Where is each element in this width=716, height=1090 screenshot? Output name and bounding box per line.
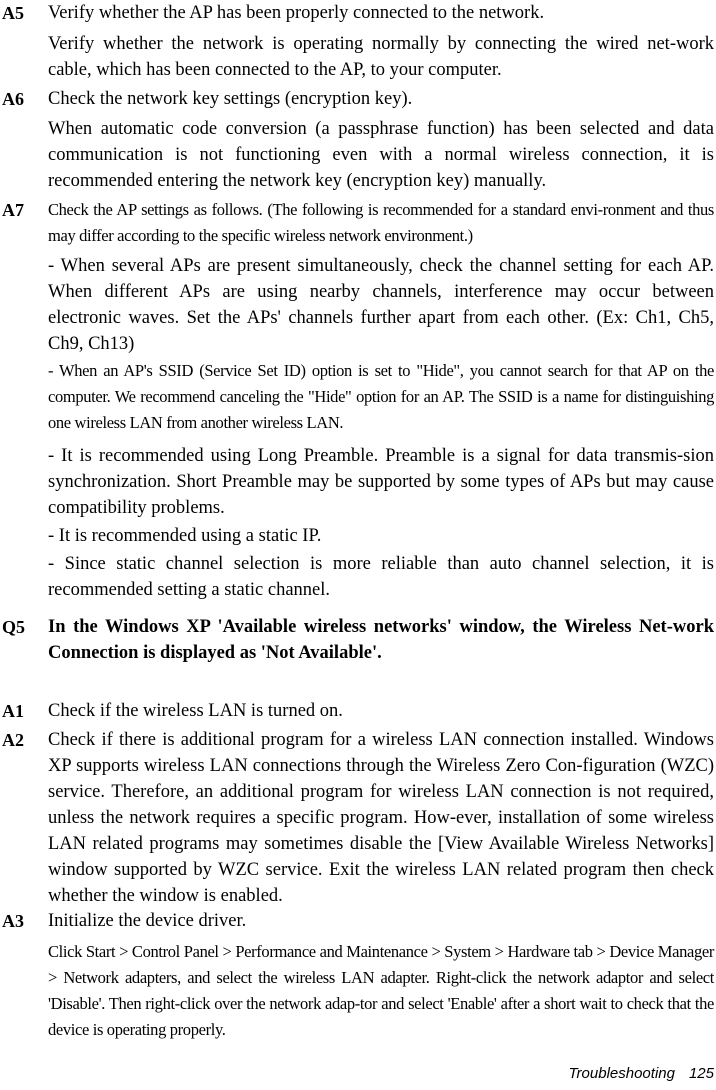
question-label: Q5 [2,617,26,637]
page-footer [569,1065,715,1083]
answer-detail: Click Start > Control Panel > Performance and Maintenance > System > Hardware tab > Device Manager > Network adapters, and select the wireless LAN adapter. Right-click the network adaptor and select 'Disable'. Then right-click over the network adap-tor and select 'Enable' after a short wait to check that the device is operating properly. [48,942,714,1039]
list-item: - Since static channel selection is more reliable than auto channel selection, it is recommended setting a static channel. [48,554,714,600]
list-item: - When several APs are present simultaneously, check the channel setting for each AP. When different APs are using nearby channels, interference may occur between electronic waves. Set the APs' channels further apart from each other. (Ex: Ch1, Ch5, Ch9, Ch13) [48,256,714,354]
answer-label: A5 [2,3,24,23]
answer-label: A1 [2,701,24,721]
answer-text: Check the AP settings as follows. (The following is recommended for a standard envi-ronment and thus may differ according to the specific wireless network environment.) [48,200,714,245]
answer-label: A7 [2,200,24,220]
answer-detail: Verify whether the network is operating normally by connecting the wired net-work cable, which has been connected to the AP, to your computer. [48,34,714,80]
answer-text: Initialize the device driver. [48,911,247,931]
answer-text: Verify whether the AP has been properly connected to the network. [48,3,545,23]
answer-detail: When automatic code conversion (a passphrase function) has been selected and data communication is not functioning even with a normal wireless connection, it is recommended entering the network key (encryption key) manually. [48,119,714,191]
list-item: - When an AP's SSID (Service Set ID) option is set to "Hide", you cannot search for that AP on the computer. We recommend canceling the "Hide" option for an AP. The SSID is a name for distinguishing one wireless LAN from another wireless LAN. [48,361,714,432]
answer-text: Check if there is additional program for a wireless LAN connection installed. Windows XP supports wireless LAN connections through the Wireless Zero Con-figuration (WZC) service. Therefore, an additional program for wireless LAN connection is not required, unless the network requires a specific program. How-ever, installation of some wireless LAN related programs may sometimes disable the [View Available Wireless Networks] window supported by WZC service. Exit the wireless LAN related program then check whether the window is enabled. [48,730,714,906]
list-item: - It is recommended using a static IP. [48,526,322,546]
footer-section-title: Troubleshooting [568,1065,675,1082]
list-item: - It is recommended using Long Preamble. Preamble is a signal for data transmis-sion synchronization. Short Preamble may be supported by some types of APs but may cause compatibility problems. [48,446,714,518]
question-text: In the Windows XP 'Available wireless networks' window, the Wireless Net-work Connection is displayed as 'Not Available'. [48,617,714,663]
answer-text: Check the network key settings (encryption key). [48,89,413,109]
answer-label: A3 [2,911,24,931]
answer-label: A6 [2,89,24,109]
answer-text: Check if the wireless LAN is turned on. [48,701,343,721]
answer-label: A2 [2,730,24,750]
page-number: 125 [688,1065,714,1082]
